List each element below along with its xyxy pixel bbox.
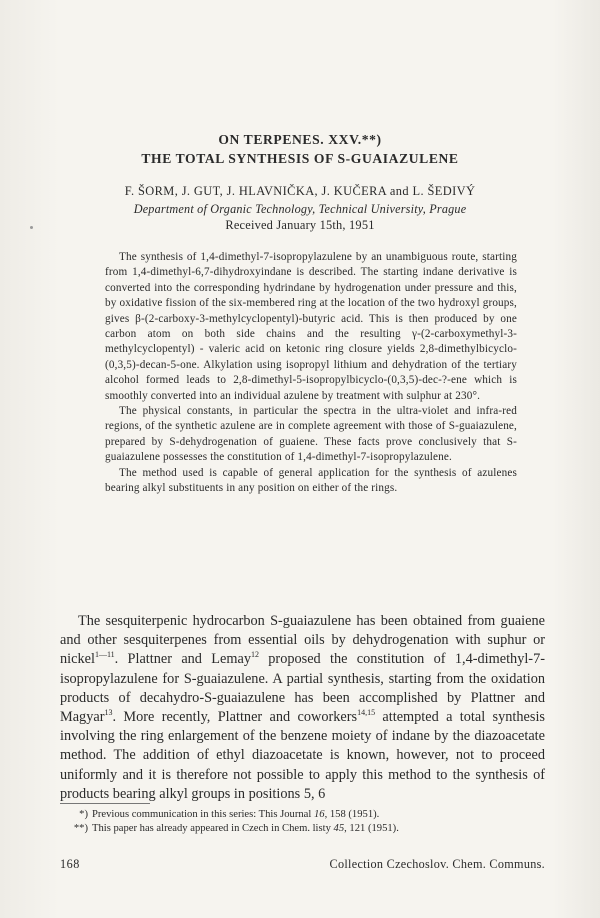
page-number: 168 [60,857,80,871]
body-text-segment: The sesquiterpenic hydrocarbon S-guaiazulene has been obtained from guaiene and other sesquiterpenes from essential oils by dehydrogenation with suphur or nickel [60,613,545,668]
received-date: Received January 15th, 1951 [225,218,375,232]
body-paragraph [60,612,545,804]
reference-marker: 14,15 [357,708,376,718]
affiliation: Department of Organic Technology, Technical University, Prague [133,202,467,216]
footnote-divider [60,803,150,804]
article-title-line-1: ON TERPENES. XXV.**) [218,132,382,147]
reference-marker: 1—11 [94,650,115,660]
footnote-marker: **) [73,822,88,834]
abstract-paragraph-1: The synthesis of 1,4-dimethyl-7-isopropylazulene by an unambiguous route, starting from 1,4-dimethyl-6,7-dihydroxyindane is described. The starting indane derivative is converted into the corresponding hydrindane by hydrogenation under pressure and this, by oxidative fission of the six-membered ring at the location of the two hydroxyl groups, gives β-(2-carboxy-3-methylcyclopentyl)-butyric acid. This is then produced by one carbon atom on both side chains and the resulting γ-(2-carboxymethyl-3-methylcyclopentyl) - valeric acid on ketonic ring closure yields 2,8-dimethylbicyclo-(0,3,5)-decan-5-one. Alkylation using isopropyl lithium and dehydration of the tertiary alcohol formed leads to 2,8-dimethyl-5-isopropylbicyclo-(0,3,5)-dec-?-ene which is smoothly converted into an individual azulene by treatment with sulphur at 230°. [105,251,517,402]
body-text-segment: . More recently, Plattner and coworkers [112,709,358,726]
reference-marker: 13 [104,708,113,718]
footnote-1 [60,808,545,822]
body-text-segment: attempted a total synthesis involving the ring enlargement of the benzene moiety of indane by the diazoacetate method. The addition of ethyl diazoacetate is known, however, not to proceed uniformly and it is therefore not possible to apply this method to the synthesis of products bearing alkyl groups in positions 5, 6 [60,709,545,802]
footnote-2 [60,822,545,836]
body-text [60,612,545,804]
footnote-text: , 121 (1951). [344,822,399,834]
footnotes [60,808,545,835]
reference-marker: 12 [250,650,259,660]
abstract-paragraph-3: The method used is capable of general application for the synthesis of azulenes bearing alkyl substituents in any position on either of the rings. [105,466,517,495]
footnote-marker: *) [79,809,88,820]
footnote-text: Previous communication in this series: This Journal [92,809,314,820]
author-list: F. ŠORM, J. GUT, J. HLAVNIČKA, J. KUČERA and L. ŠEDIVÝ [124,184,476,198]
journal-name: Collection Czechoslov. Chem. Communs. [329,857,545,871]
body-text-segment: . Plattner and Lemay [114,651,251,668]
footnote-text: , 158 (1951). [324,809,380,820]
footnote-volume: 45 [333,822,345,834]
body-text-segment: proposed the constitution of 1,4-dimethyl-7-isopropylazulene for S-guaiazulene. A partial synthesis, starting from the oxidation products of decahydro-S-guaiazulene has been accomplished by Plattner and Magyar [60,651,545,726]
abstract-paragraph-2: The physical constants, in particular the spectra in the ultra-violet and infra-red regions, of the synthetic azulene are in complete agreement with those of S-guaiazulene, prepared by S-dehydrogenation of guaiene. These facts prove conclusively that S-guaiazulene possesses the constitution of 1,4-dimethyl-7-isopropylazulene. [105,405,517,464]
footnote-text: This paper has already appeared in Czech in Chem. listy [92,822,334,834]
footnote-volume: 16 [313,809,325,820]
abstract [105,250,517,497]
article-title-line-2: THE TOTAL SYNTHESIS OF S-GUAIAZULENE [141,151,459,166]
